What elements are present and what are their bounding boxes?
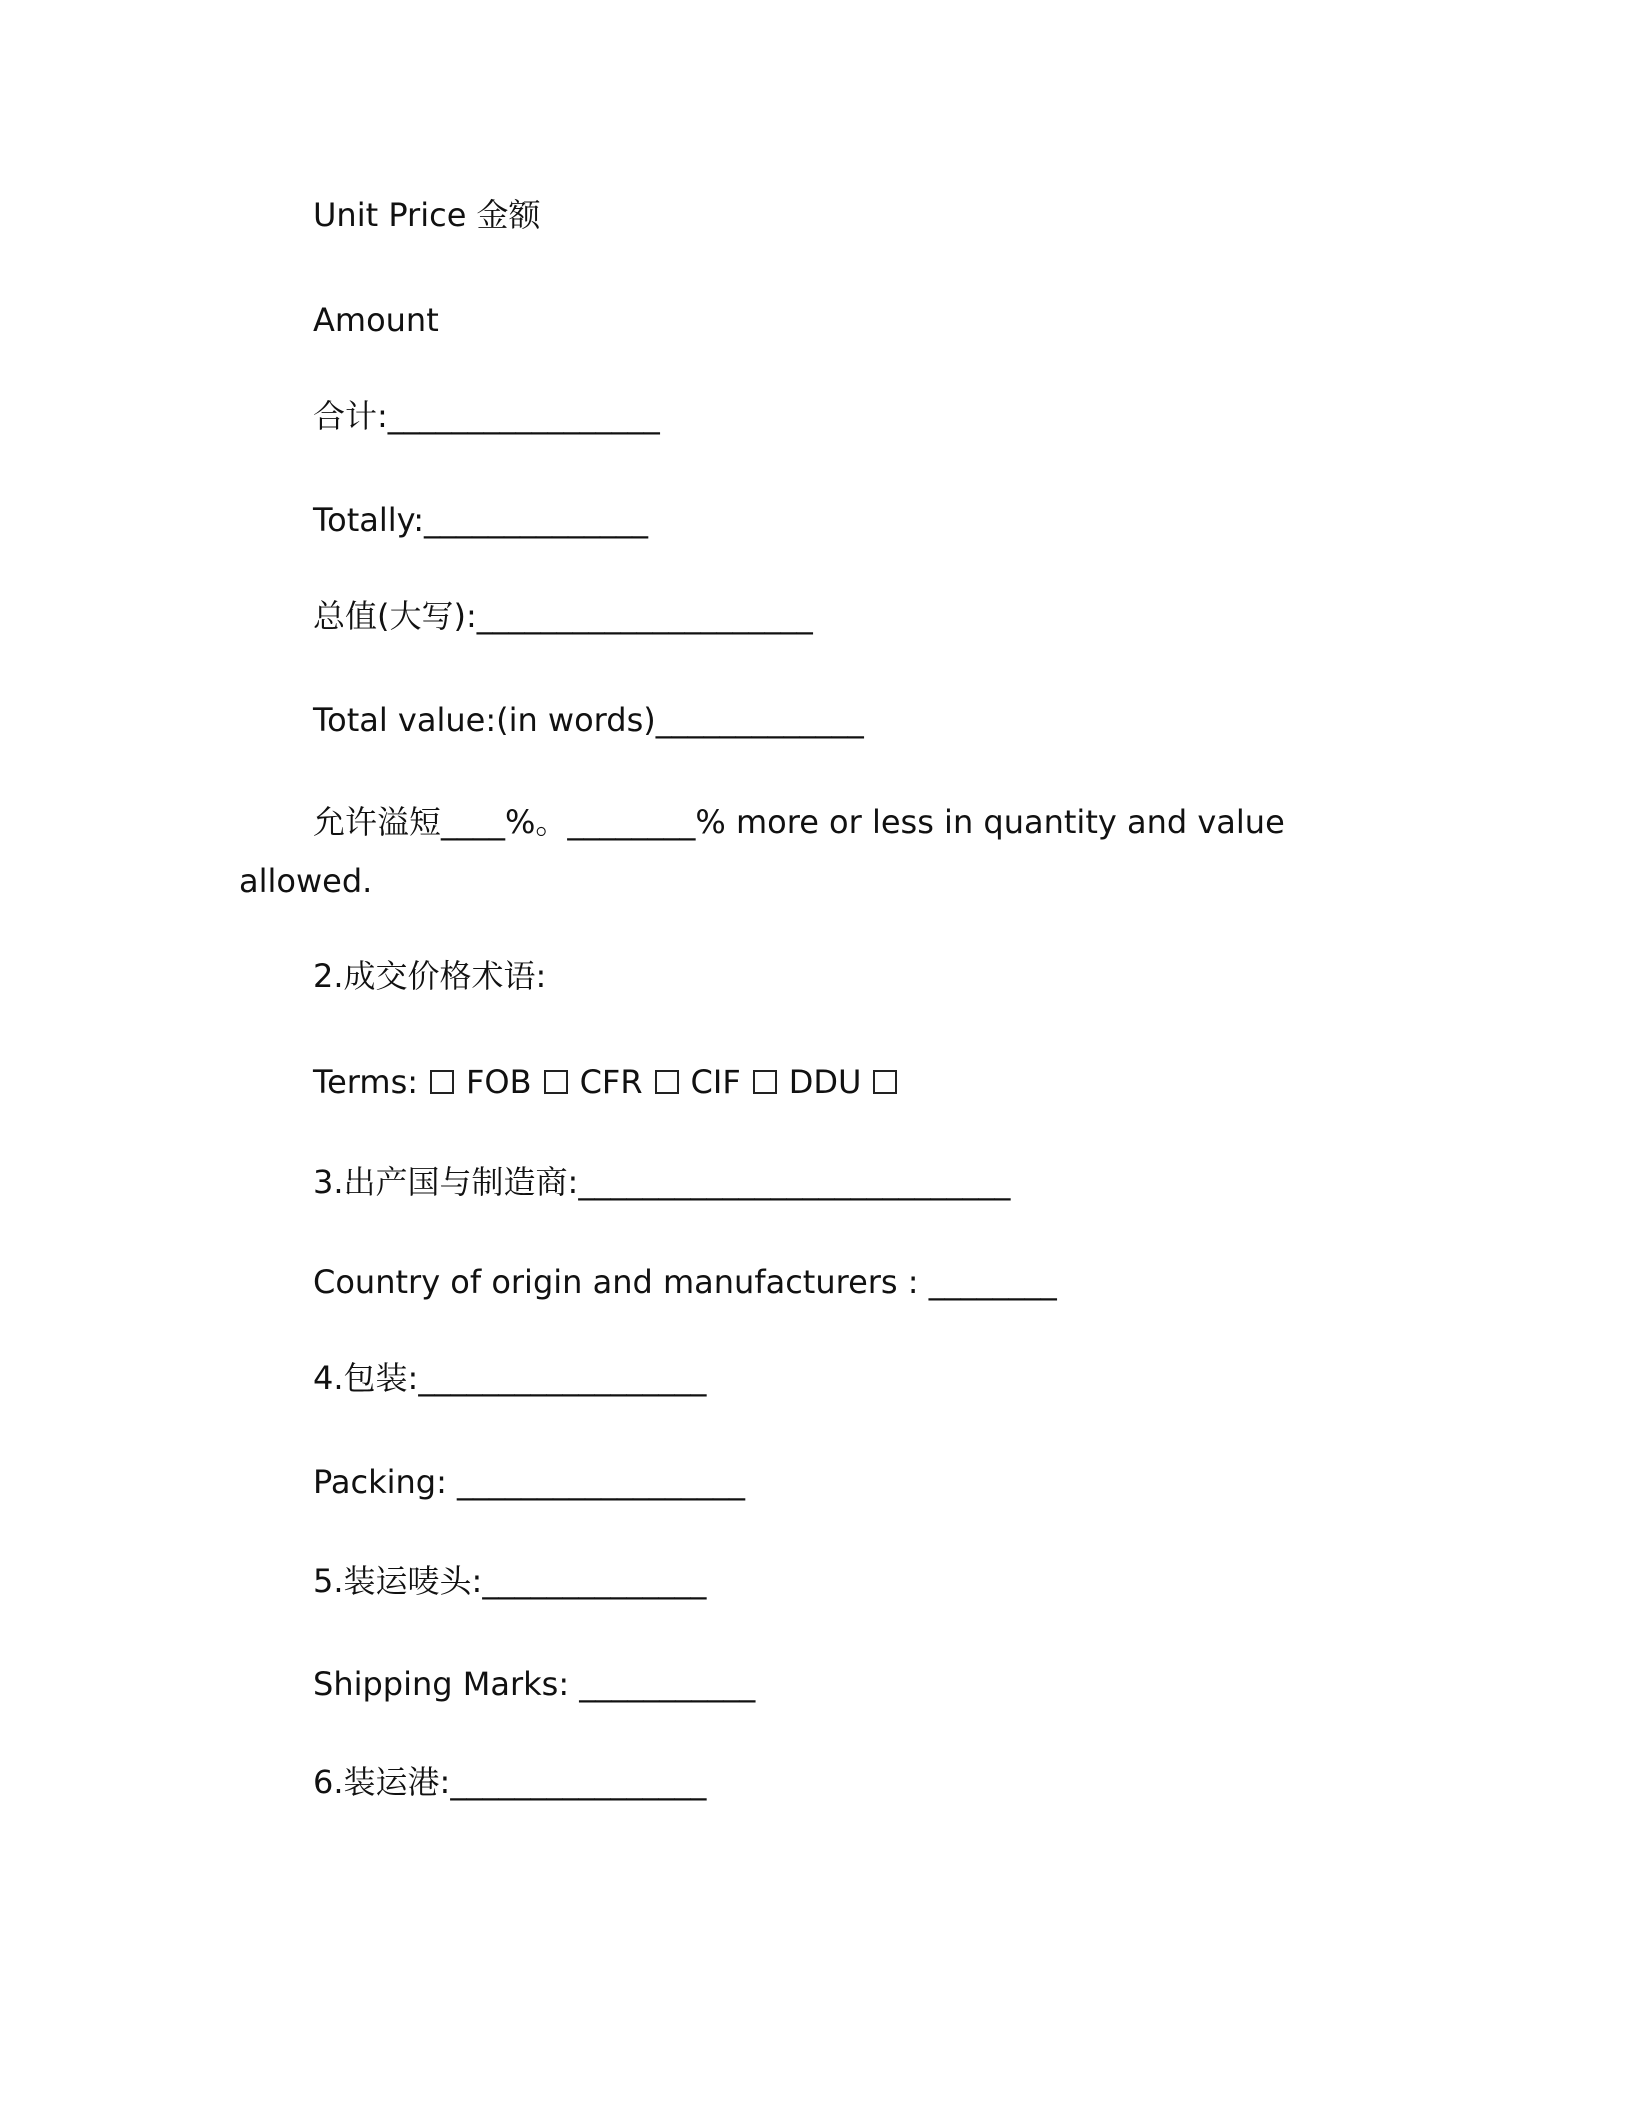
terms-row [313, 1062, 899, 1102]
allowance-paragraph: 允许溢短____%。________% more or less in quantity and value allowed. [239, 803, 1285, 900]
terms-checkbox-cif[interactable] [753, 1070, 777, 1094]
terms-label: Terms: [313, 1063, 419, 1101]
totally-field: Totally:______________ [313, 501, 649, 539]
unit-price-heading: Unit Price 金额 [313, 196, 541, 234]
terms-checkbox-blank[interactable] [430, 1070, 454, 1094]
terms-option-ddu: DDU [788, 1063, 862, 1101]
terms-checkbox-ddu[interactable] [873, 1070, 897, 1094]
terms-checkbox-cfr[interactable] [655, 1070, 679, 1094]
terms-checkbox-fob[interactable] [544, 1070, 568, 1094]
packing-en-field: Packing: __________________ [313, 1463, 746, 1501]
terms-option-cif: CIF [690, 1063, 741, 1101]
marks-cn-field: 5.装运唛头:______________ [313, 1562, 707, 1600]
heji-field: 合计:_________________ [313, 397, 660, 435]
zongzhi-field: 总值(大写):_____________________ [313, 597, 813, 635]
terms-option-cfr: CFR [579, 1063, 643, 1101]
marks-en-field: Shipping Marks: ___________ [313, 1665, 756, 1703]
port-cn-field: 6.装运港:________________ [313, 1763, 707, 1801]
packing-cn-field: 4.包装:__________________ [313, 1359, 707, 1397]
origin-en-field: Country of origin and manufacturers : ________ [313, 1263, 1057, 1301]
total-value-field: Total value:(in words)_____________ [313, 701, 864, 739]
amount-heading: Amount [313, 301, 439, 339]
terms-option-fob: FOB [466, 1063, 532, 1101]
origin-cn-field: 3.出产国与制造商:___________________________ [313, 1163, 1011, 1201]
terms-cn-heading: 2.成交价格术语: [313, 957, 547, 995]
